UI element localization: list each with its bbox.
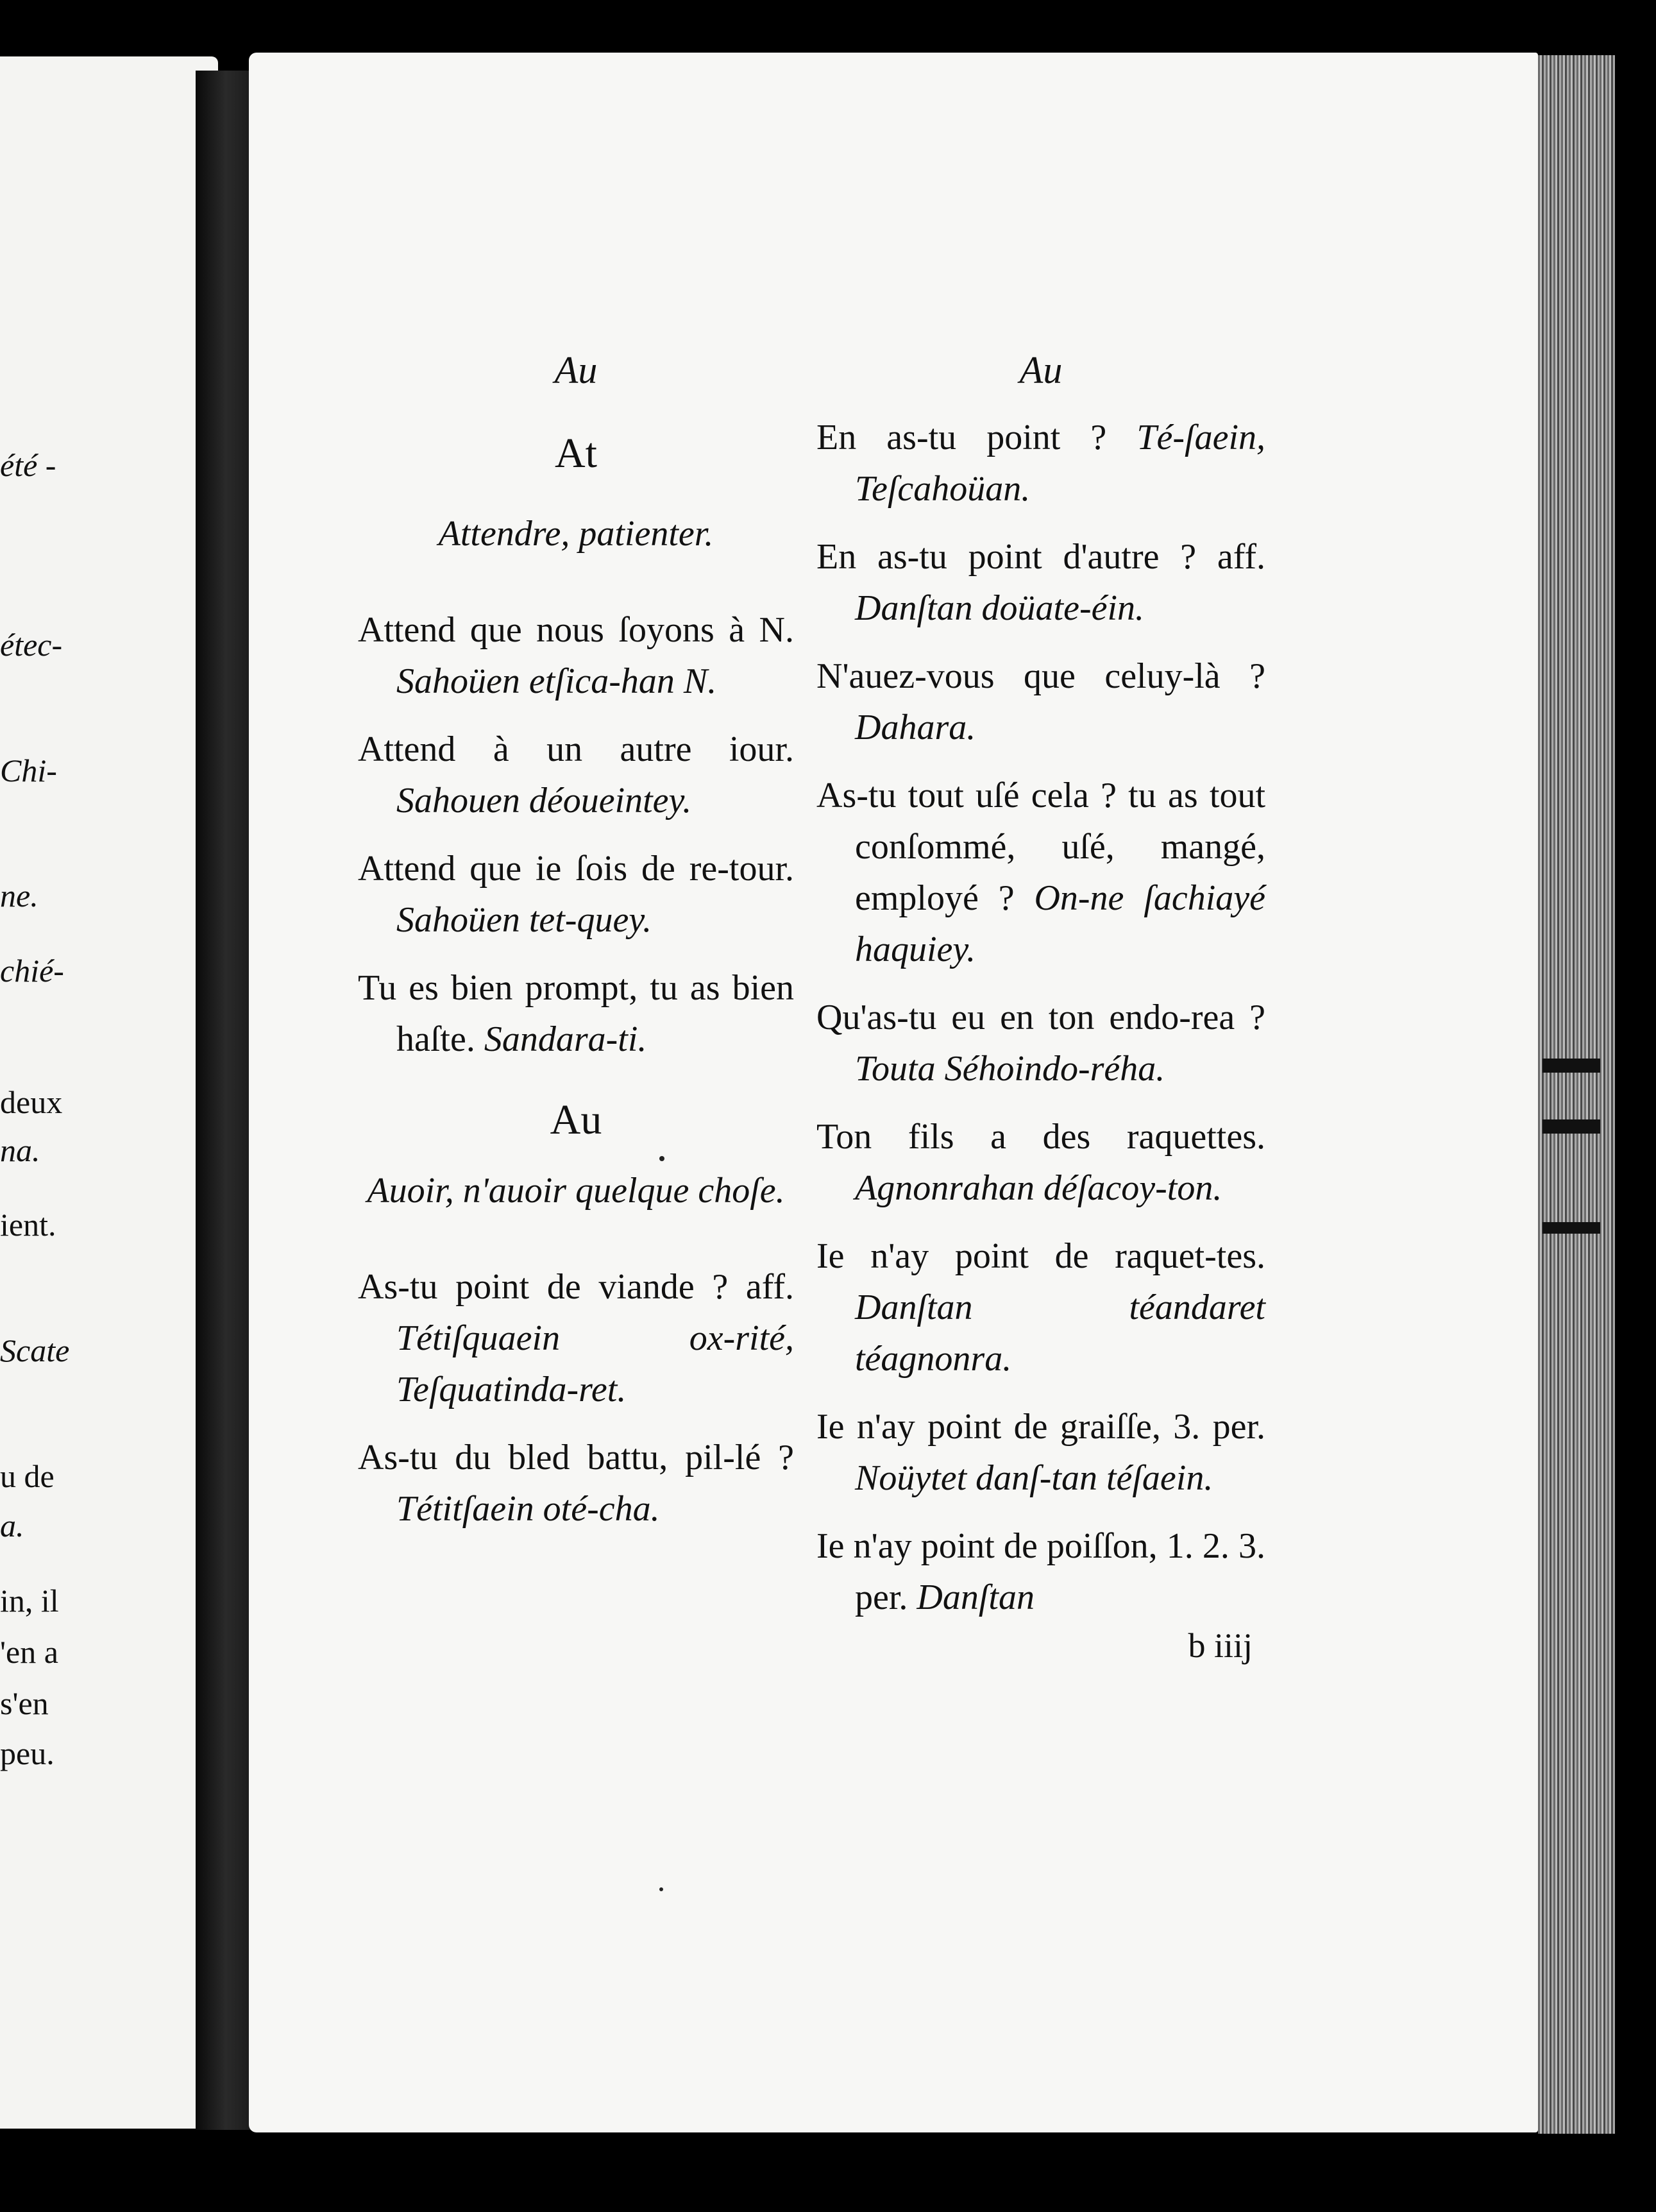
right-page	[249, 53, 1538, 2132]
huron-text: Tétitſaein oté-cha.	[396, 1489, 660, 1529]
french-text: Ton fils a des raquettes.	[816, 1117, 1265, 1157]
margin-fragment: Chi-	[0, 753, 57, 788]
margin-fragment: Scate	[0, 1332, 70, 1368]
dictionary-entry	[816, 1111, 1265, 1214]
french-text: Attend que ie ſois de re-tour.	[358, 849, 794, 889]
dictionary-entry	[816, 1401, 1265, 1504]
huron-text: Danſtan téandaret téagnonra.	[855, 1288, 1265, 1379]
french-text: N'auez-vous que celuy-là ?	[816, 656, 1265, 696]
section-heading-au: Au	[550, 1096, 602, 1143]
page-edge	[1538, 55, 1615, 2134]
french-text: En as-tu point d'autre ? aff.	[816, 537, 1265, 577]
dictionary-entry	[816, 531, 1265, 634]
ink-speck	[659, 1887, 663, 1891]
huron-text: Noüytet danſ-tan téſaein.	[855, 1458, 1213, 1498]
dictionary-entry	[816, 1230, 1265, 1384]
huron-text: Sandara-ti.	[484, 1019, 647, 1059]
margin-fragment: chié-	[0, 953, 64, 989]
french-text: Tu es bien prompt, tu as bien haſte.	[358, 968, 794, 1059]
edge-mark	[1542, 1119, 1600, 1134]
margin-fragment: in, il	[0, 1583, 59, 1619]
running-head: Au	[1019, 349, 1063, 391]
french-text: Ie n'ay point de poiſſon, 1. 2. 3. per.	[816, 1526, 1265, 1617]
edge-mark	[1542, 1222, 1600, 1234]
section-heading-at: At	[555, 430, 597, 477]
huron-text: On-ne ſachiayé haquiey.	[855, 878, 1265, 969]
dictionary-entry	[358, 1261, 794, 1415]
dictionary-entry	[816, 992, 1265, 1094]
french-text: En as-tu point ?	[816, 418, 1107, 457]
left-page	[0, 56, 218, 2129]
margin-fragment: étec-	[0, 627, 63, 663]
margin-fragment: a.	[0, 1508, 24, 1544]
french-text: Qu'as-tu eu en ton endo-rea ?	[816, 998, 1265, 1037]
dictionary-entry	[816, 651, 1265, 753]
left-column	[358, 335, 794, 1551]
margin-fragment: peu.	[0, 1735, 55, 1771]
dictionary-entry	[358, 1432, 794, 1535]
dictionary-entry	[358, 604, 794, 707]
margin-fragment: 'en a	[0, 1634, 58, 1670]
french-text: Ie n'ay point de raquet-tes.	[816, 1236, 1265, 1276]
margin-fragment: ient.	[0, 1207, 56, 1243]
dictionary-entry	[358, 962, 794, 1065]
huron-text: Danſtan	[917, 1578, 1035, 1617]
running-head: Au	[554, 349, 598, 391]
huron-text: Sahoüen tet-quey.	[396, 900, 652, 940]
dictionary-entry	[816, 1520, 1265, 1623]
french-text: Attend que nous ſoyons à N.	[358, 610, 794, 650]
french-text: As-tu du bled battu, pil-lé ?	[358, 1438, 794, 1477]
huron-text: Dahara.	[855, 708, 976, 747]
subheading-attendre: Attendre, patienter.	[438, 514, 714, 554]
margin-fragment: deux	[0, 1084, 63, 1120]
huron-text: Té-ſaein, Teſcahoüan.	[855, 418, 1265, 509]
french-text: As-tu tout uſé cela ? tu as tout conſommé, uſé, mangé, employé ?	[816, 776, 1265, 918]
dictionary-entry	[358, 724, 794, 826]
huron-text: Sahoüen etſica-han N.	[396, 661, 717, 701]
huron-text: Sahouen déoueintey.	[396, 781, 692, 821]
huron-text: Touta Séhoindo-réha.	[855, 1049, 1165, 1089]
dictionary-entry	[358, 843, 794, 946]
huron-text: Tétiſquaein ox-rité, Teſquatinda-ret.	[396, 1318, 794, 1409]
ink-speck	[659, 1156, 664, 1161]
signature-mark: b iiij	[1188, 1626, 1253, 1665]
huron-text: Danſtan doüate-éin.	[855, 588, 1145, 628]
margin-fragment: na.	[0, 1132, 40, 1168]
french-text: Attend à un autre iour.	[358, 729, 794, 769]
dictionary-entry	[816, 412, 1265, 515]
margin-fragment: s'en	[0, 1685, 49, 1721]
french-text: As-tu point de viande ? aff.	[358, 1267, 794, 1307]
dictionary-entry	[816, 770, 1265, 975]
margin-fragment: u de	[0, 1458, 55, 1494]
huron-text: Agnonrahan déſacoy-ton.	[855, 1168, 1222, 1208]
right-column	[816, 335, 1265, 1668]
subheading-auoir: Auoir, n'auoir quelque choſe.	[367, 1171, 785, 1211]
french-text: Ie n'ay point de graiſſe, 3. per.	[816, 1407, 1265, 1447]
edge-mark	[1542, 1059, 1600, 1073]
margin-fragment: ne.	[0, 878, 38, 914]
margin-fragment: été -	[0, 447, 56, 483]
